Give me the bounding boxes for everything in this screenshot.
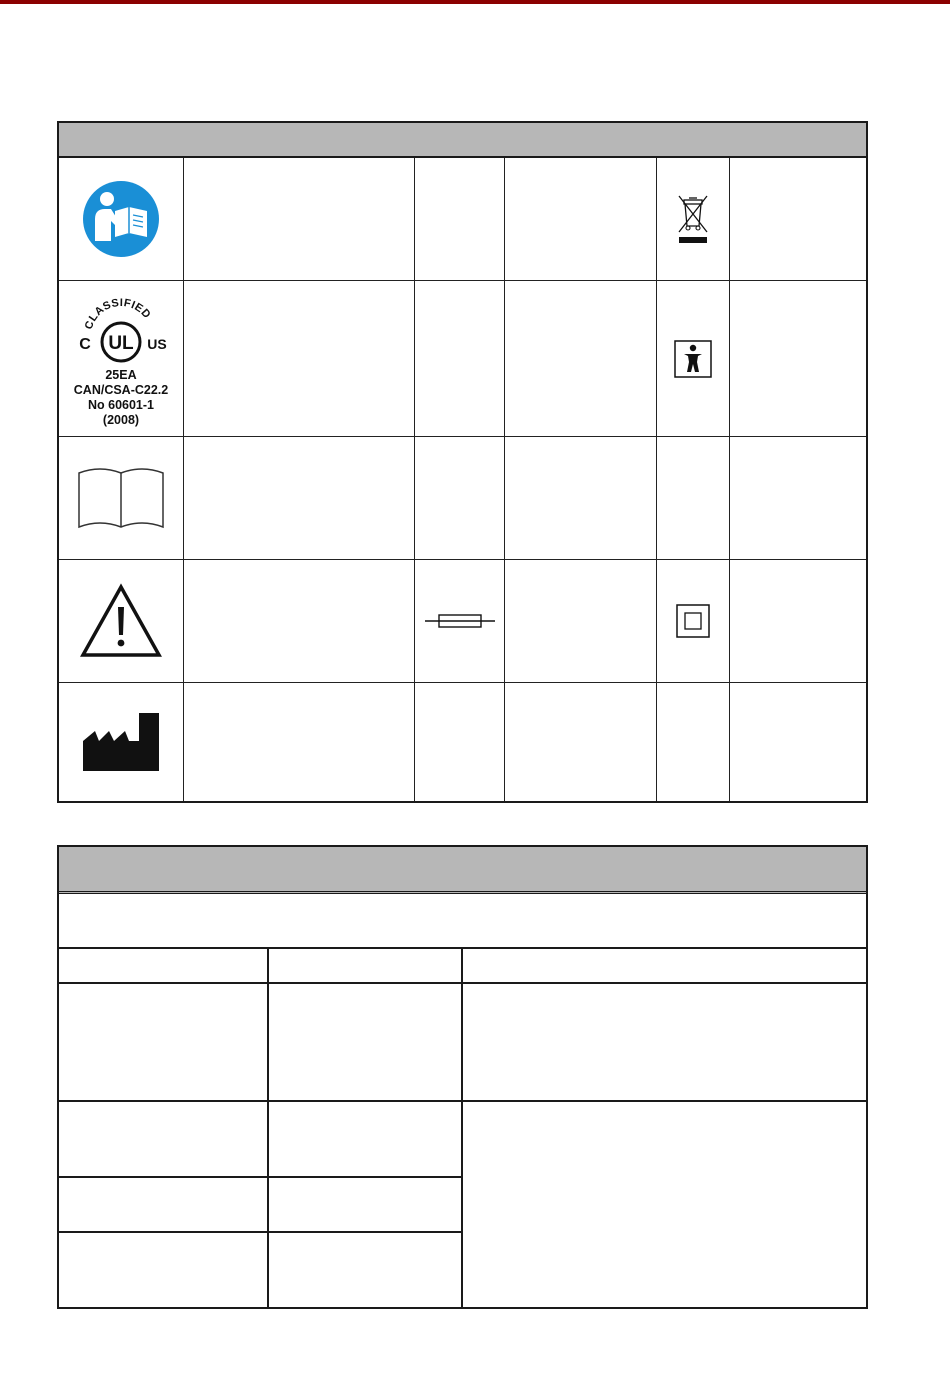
warning-triangle-icon <box>79 583 163 659</box>
ul-line: (2008) <box>102 412 140 427</box>
symbol-cell <box>415 437 505 560</box>
symbol-cell <box>59 281 184 437</box>
symbol-cell <box>657 158 730 281</box>
table-cell <box>269 1102 463 1178</box>
info-table-header <box>59 847 866 894</box>
symbol-description <box>730 560 866 683</box>
symbol-cell <box>657 683 730 801</box>
ul-line: 25EA <box>105 367 137 382</box>
symbol-cell <box>59 158 184 281</box>
column-header <box>59 949 269 984</box>
table-cell <box>269 984 463 1102</box>
info-table-intro <box>59 894 866 949</box>
symbol-cell <box>657 281 730 437</box>
symbol-cell <box>59 437 184 560</box>
table-cell <box>59 984 269 1102</box>
table-cell <box>59 1178 269 1233</box>
ul-line: CAN/CSA-C22.2 <box>73 382 169 397</box>
symbol-description <box>730 281 866 437</box>
symbol-cell <box>415 158 505 281</box>
table-cell <box>269 1233 463 1307</box>
table-cell <box>269 1178 463 1233</box>
symbol-description <box>184 683 415 801</box>
svg-text:CLASSIFIED <box>83 296 153 330</box>
ul-letters: UL <box>108 332 134 354</box>
fuse-icon <box>425 613 495 629</box>
symbol-description <box>505 683 657 801</box>
symbol-description <box>505 437 657 560</box>
table-cell <box>59 1102 269 1178</box>
type-b-applied-part-icon <box>674 340 712 378</box>
column-header <box>269 949 463 984</box>
symbol-cell <box>657 560 730 683</box>
column-header <box>463 949 866 984</box>
ul-us-letters: US <box>147 335 167 352</box>
ul-line: No 60601-1 <box>87 397 154 412</box>
symbol-description <box>730 437 866 560</box>
table-cell-merged <box>463 1102 866 1307</box>
symbol-cell <box>415 683 505 801</box>
symbol-description <box>505 560 657 683</box>
symbols-table <box>57 121 868 803</box>
table-cell <box>463 984 866 1102</box>
top-accent-bar <box>0 0 950 4</box>
ul-standard-text <box>74 368 168 428</box>
symbol-description <box>730 683 866 801</box>
class-ii-double-square-icon <box>676 604 710 638</box>
ul-classified-text: CLASSIFIED <box>82 296 153 331</box>
ul-classified-mark-icon <box>73 290 169 428</box>
symbol-cell <box>657 437 730 560</box>
symbols-grid <box>59 158 866 801</box>
open-book-icon <box>76 463 166 533</box>
symbol-description <box>505 158 657 281</box>
symbol-description <box>184 158 415 281</box>
symbol-cell <box>415 281 505 437</box>
symbol-cell <box>59 683 184 801</box>
symbol-description <box>184 560 415 683</box>
read-manual-mandatory-icon <box>81 179 161 259</box>
info-table <box>57 845 868 1309</box>
ul-logo-icon <box>73 290 169 368</box>
symbols-table-header <box>59 123 866 158</box>
symbol-cell <box>415 560 505 683</box>
symbol-cell <box>59 560 184 683</box>
ul-c-letter: C <box>79 335 91 353</box>
manufacturer-factory-icon <box>81 711 161 773</box>
symbol-description <box>184 281 415 437</box>
symbol-description <box>184 437 415 560</box>
info-grid <box>59 949 866 1307</box>
table-cell <box>59 1233 269 1307</box>
symbol-description <box>730 158 866 281</box>
symbol-description <box>505 281 657 437</box>
weee-crossed-bin-icon <box>676 192 710 246</box>
